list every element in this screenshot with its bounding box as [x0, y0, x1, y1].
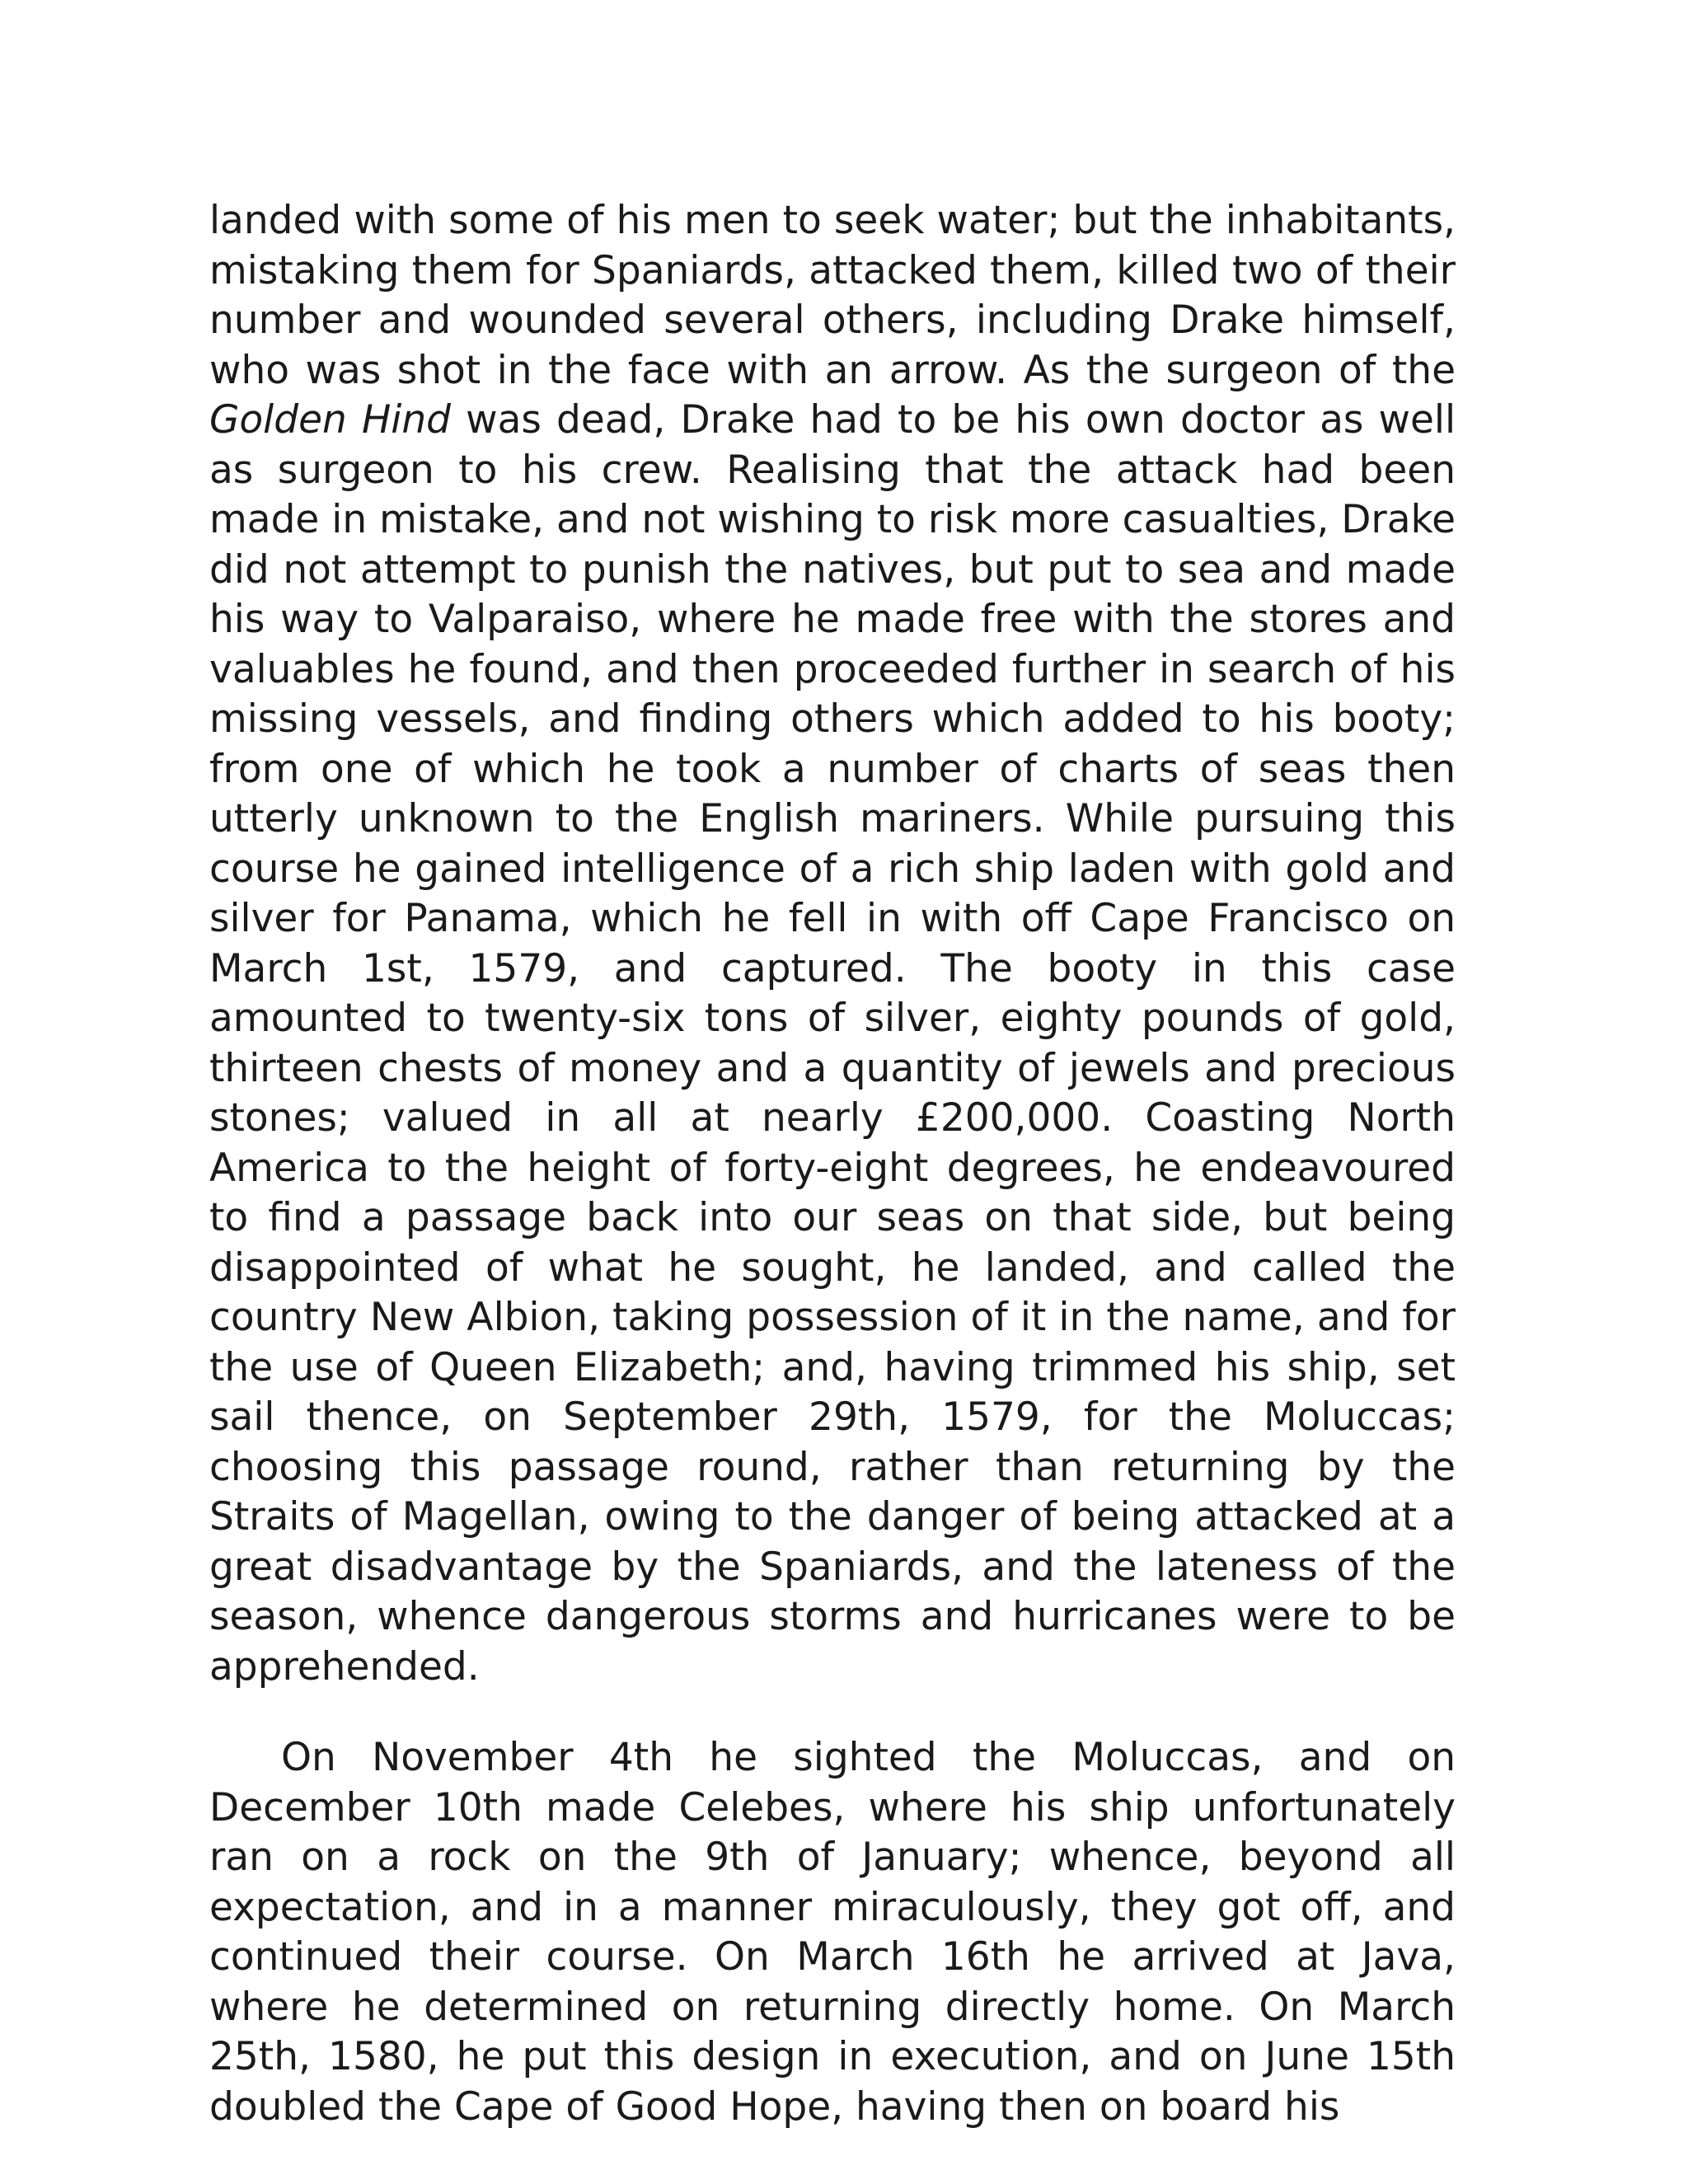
- paragraph-1: [209, 196, 1456, 1692]
- paragraph-1-text-start: landed with some of his men to seek water; but the inhabitants, mistaking them for Spaniards, attacked them, killed two of their number and wounded several others, including Drake himself, who was shot in the face with an arrow. As the surgeon of the: [209, 198, 1456, 393]
- page-body: [209, 196, 1456, 2132]
- paragraph-2: On November 4th he sighted the Moluccas, and on December 10th made Celebes, where his ship unfortunately ran on a rock on the 9th of January; whence, beyond all expectation, and in a manner miraculously, they got off, and continued their course. On March 16th he arrived at Java, where he determined on returning directly home. On March 25th, 1580, he put this design in execution, and on June 15th doubled the Cape of Good Hope, having then on board his: [209, 1735, 1456, 2130]
- ship-name-italic: Golden Hind: [209, 397, 451, 443]
- paragraph-1-text-end: was dead, Drake had to be his own doctor as well as surgeon to his crew. Realising that the attack had been made in mistake, and not wishing to risk more casualties, Drake did not attempt to punish the natives, but put to sea and made his way to Valparaiso, where he made free with the stores and valuables he found, and then proceeded further in search of his missing vessels, and finding others which added to his booty; from one of which he took a number of charts of seas then utterly unknown to the English mariners. While pursuing this course he gained intelligence of a rich ship laden with gold and silver for Panama, which he fell in with off Cape Francisco on March 1st, 1579, and captured. The booty in this case amounted to twenty-six tons of silver, eighty pounds of gold, thirteen chests of money and a quantity of jewels and precious stones; valued in all at nearly £200,000. Coasting North America to the height of forty-eight degrees, he endeavoured to find a passage back into our seas on that side, but being disappointed of what he sought, he landed, and called the country New Albion, taking possession of it in the name, and for the use of Queen Elizabeth; and, having trimmed his ship, set sail thence, on September 29th, 1579, for the Moluccas; choosing this passage round, rather than returning by the Straits of Magellan, owing to the danger of being attacked at a great disadvantage by the Spaniards, and the lateness of the season, whence dangerous storms and hurricanes were to be apprehended.: [209, 397, 1456, 1690]
